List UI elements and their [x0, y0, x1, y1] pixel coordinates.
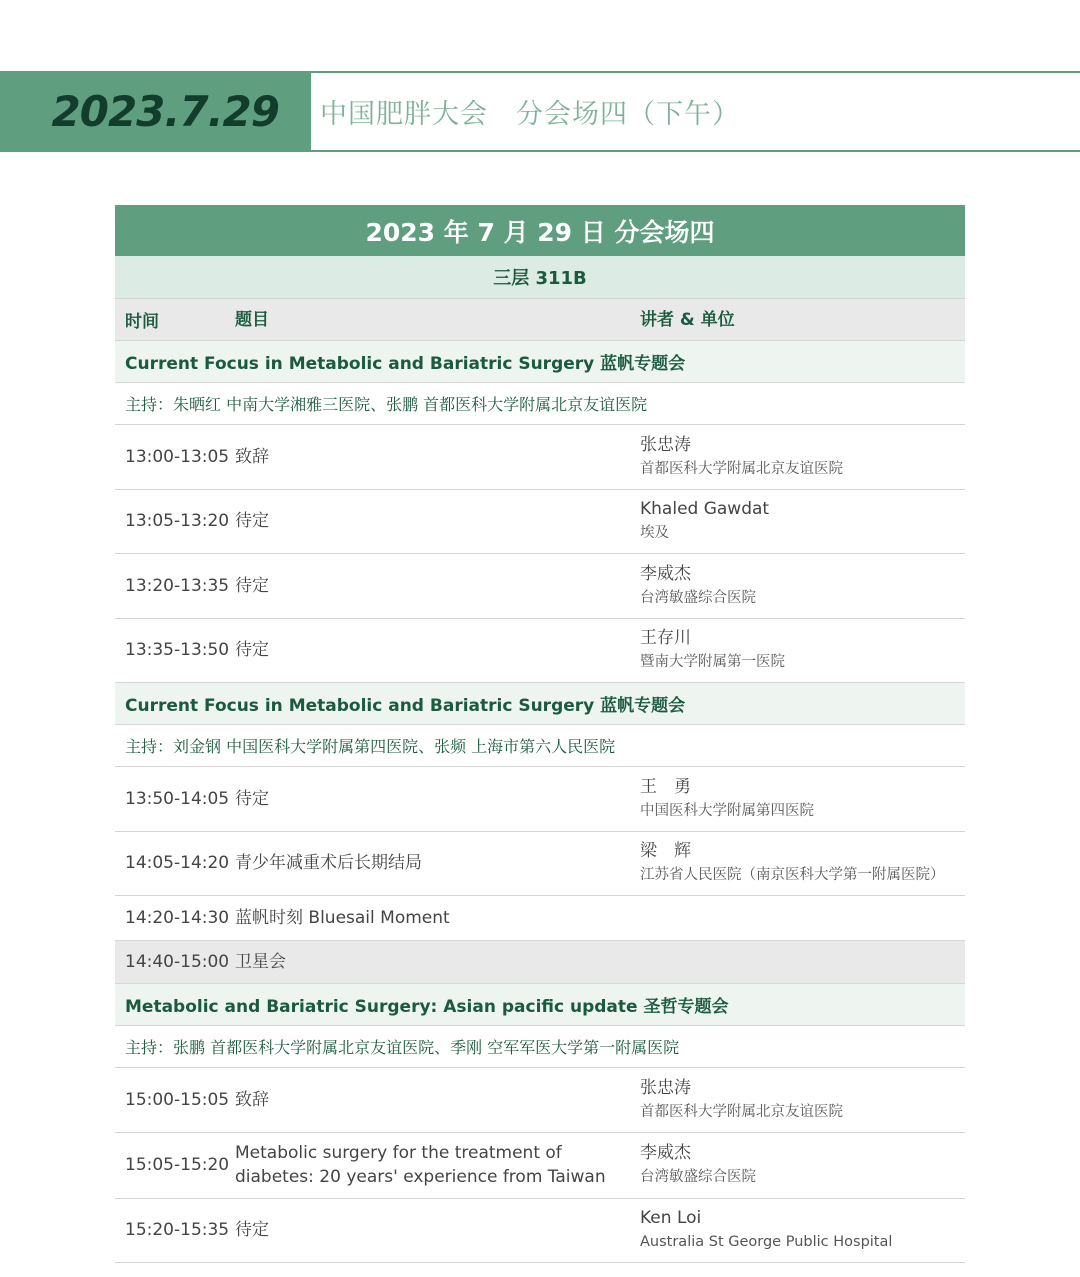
row-topic: 青少年减重术后长期结局 [235, 853, 422, 874]
row-time: 15:00-15:05 [125, 1089, 230, 1110]
row-topic: 待定 [235, 511, 269, 532]
table-room: 三层 311B [115, 256, 965, 299]
row-topic: 卫星会 [235, 952, 286, 972]
table-row [115, 1068, 965, 1133]
speaker-org: 首都医科大学附属北京友谊医院 [640, 460, 843, 477]
row-speaker [640, 433, 965, 481]
speaker-name: Ken Loi [640, 1208, 702, 1229]
speaker-org: Australia St George Public Hospital [640, 1234, 893, 1251]
row-speaker [640, 626, 965, 674]
table-row [115, 619, 965, 684]
row-topic: Metabolic surgery for the treatment of diabetes: 20 years' experience from Taiwan [235, 1143, 606, 1187]
row-topic: 致辞 [235, 1089, 269, 1110]
speaker-org: 首都医科大学附属北京友谊医院 [640, 1103, 843, 1120]
speaker-org: 中国医科大学附属第四医院 [640, 802, 814, 819]
row-topic: 待定 [235, 788, 269, 809]
row-time: 14:05-14:20 [125, 853, 230, 874]
table-row [115, 896, 965, 941]
table-row [115, 832, 965, 897]
table-row [115, 767, 965, 832]
row-time: 14:20-14:30 [125, 908, 230, 928]
row-speaker [640, 1206, 965, 1254]
col-speaker: 讲者 & 单位 [640, 309, 735, 330]
row-time: 15:20-15:35 [125, 1220, 230, 1241]
row-speaker [640, 1141, 965, 1189]
row-time: 13:20-13:35 [125, 575, 230, 596]
section-title: Current Focus in Metabolic and Bariatric Surgery 蓝帆专题会 [115, 341, 965, 383]
row-speaker [640, 497, 965, 545]
row-time: 15:05-15:20 [125, 1155, 230, 1175]
banner-date: 2023.7.29 [51, 87, 279, 136]
row-time: 14:40-15:00 [125, 952, 230, 972]
speaker-name: 王 勇 [640, 776, 691, 797]
row-time: 13:00-13:05 [125, 446, 230, 467]
section-host: 主持：张鹏 首都医科大学附属北京友谊医院、季刚 空军军医大学第一附属医院 [115, 1026, 965, 1068]
row-time: 13:35-13:50 [125, 640, 230, 661]
row-topic: 待定 [235, 640, 269, 661]
speaker-name: 王存川 [640, 628, 691, 649]
table-row [115, 425, 965, 490]
banner-title: 中国肥胖大会 分会场四（下午） [320, 99, 740, 130]
row-speaker [640, 562, 965, 610]
speaker-org: 暨南大学附属第一医院 [640, 654, 785, 671]
table-row [115, 941, 965, 984]
speaker-name: 张忠涛 [640, 434, 691, 455]
table-row [115, 1199, 965, 1264]
row-speaker [640, 775, 965, 823]
speaker-org: 台湾敏盛综合医院 [640, 589, 756, 606]
table-header: 2023 年 7 月 29 日 分会场四 [115, 205, 965, 256]
page-banner [0, 71, 1080, 152]
row-speaker [640, 839, 965, 887]
row-topic: 致辞 [235, 446, 269, 467]
banner-date-block [0, 71, 311, 152]
row-time: 13:50-14:05 [125, 788, 230, 809]
speaker-name: Khaled Gawdat [640, 499, 770, 520]
row-speaker [640, 1076, 965, 1124]
row-time: 13:05-13:20 [125, 511, 230, 532]
row-topic: 待定 [235, 1220, 269, 1241]
speaker-name: 李威杰 [640, 1143, 691, 1163]
col-time: 时间 [125, 312, 159, 332]
speaker-name: 李威杰 [640, 563, 691, 584]
table-row [115, 1133, 965, 1199]
schedule-table [115, 205, 965, 1263]
section-title: Current Focus in Metabolic and Bariatric Surgery 蓝帆专题会 [115, 683, 965, 725]
section-host: 主持：朱晒红 中南大学湘雅三医院、张鹏 首都医科大学附属北京友谊医院 [115, 383, 965, 425]
section-host: 主持：刘金钢 中国医科大学附属第四医院、张频 上海市第六人民医院 [115, 725, 965, 767]
col-topic: 题目 [235, 309, 269, 330]
speaker-org: 江苏省人民医院（南京医科大学第一附属医院） [640, 867, 945, 884]
row-topic: 待定 [235, 575, 269, 596]
section-title: Metabolic and Bariatric Surgery: Asian pacific update 圣哲专题会 [115, 984, 965, 1026]
table-row [115, 554, 965, 619]
speaker-name: 张忠涛 [640, 1077, 691, 1098]
table-row [115, 490, 965, 555]
row-topic: 蓝帆时刻 Bluesail Moment [235, 908, 450, 928]
speaker-name: 梁 辉 [640, 841, 691, 862]
speaker-org: 台湾敏盛综合医院 [640, 1169, 756, 1185]
column-header-row [115, 299, 965, 341]
speaker-org: 埃及 [640, 525, 669, 542]
